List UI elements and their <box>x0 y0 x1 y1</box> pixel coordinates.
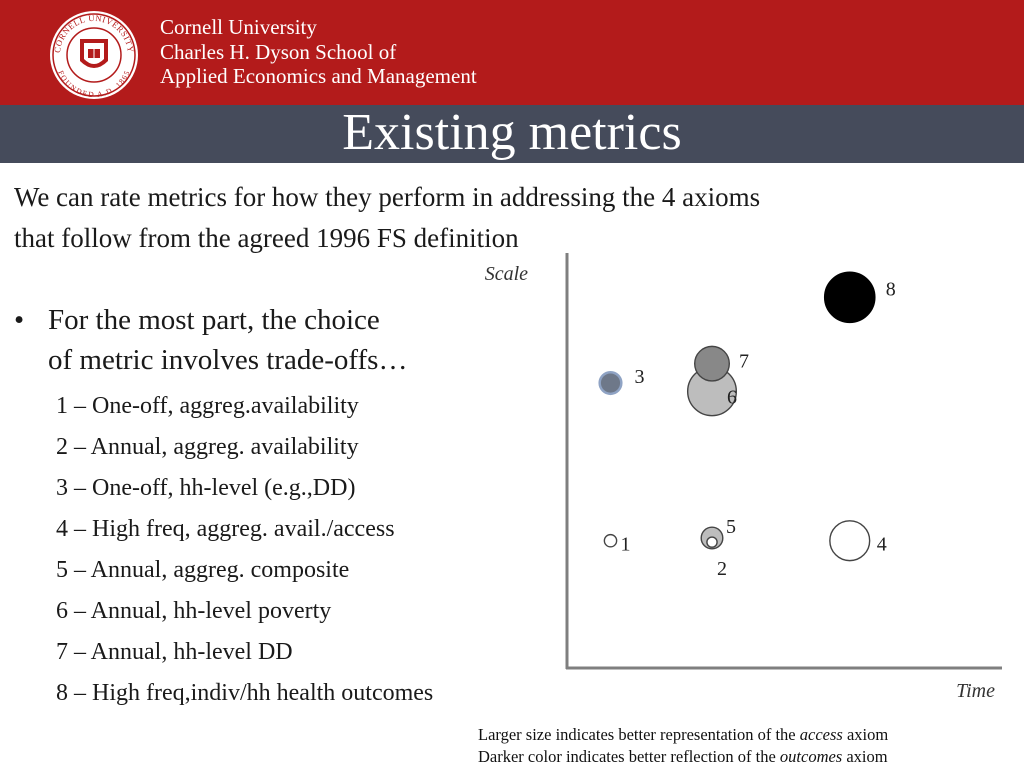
legend-footnote <box>478 724 888 768</box>
seal-text-top: CORNELL UNIVERSITY <box>51 12 137 54</box>
data-label-7: 7 <box>739 350 749 373</box>
list-item: 4 – High freq, aggreg. avail./access <box>56 516 395 542</box>
intro-line-2: that follow from the agreed 1996 FS definition <box>14 223 519 253</box>
x-axis-label: Time <box>956 680 995 702</box>
list-item: 5 – Annual, aggreg. composite <box>56 557 350 583</box>
y-axis-label: Scale <box>484 263 528 285</box>
metric-scatter-chart <box>460 250 1020 710</box>
data-label-6: 6 <box>727 386 737 409</box>
footnote-line-1-text: Larger size indicates better representation of the <box>478 725 800 744</box>
org-line-2: Charles H. Dyson School of <box>160 39 397 64</box>
data-point-3 <box>600 372 622 394</box>
footnote-line-2-emphasis: outcomes <box>779 747 843 766</box>
data-label-5: 5 <box>726 515 736 538</box>
data-points <box>600 272 896 580</box>
list-item: 8 – High freq,indiv/hh health outcomes <box>56 680 434 706</box>
data-label-8: 8 <box>885 278 896 301</box>
org-line-3: Applied Economics and Management <box>160 64 477 88</box>
data-label-2: 2 <box>717 558 727 581</box>
list-item: 7 – Annual, hh-level DD <box>56 639 293 665</box>
data-label-3: 3 <box>634 366 645 389</box>
data-label-4: 4 <box>876 533 887 556</box>
list-item: 6 – Annual, hh-level poverty <box>56 598 332 624</box>
bullet-line-2: of metric involves trade-offs… <box>48 344 408 376</box>
intro-line-1: We can rate metrics for how they perform in addressing the 4 axioms <box>14 182 761 212</box>
list-item: 3 – One-off, hh-level (e.g.,DD) <box>56 475 356 501</box>
header-bar <box>0 0 1024 105</box>
data-point-1 <box>604 535 616 547</box>
list-item: 2 – Annual, aggreg. availability <box>56 434 359 460</box>
data-point-7 <box>695 346 730 381</box>
bullet-line-1: For the most part, the choice <box>48 304 380 336</box>
org-line-1: Cornell University <box>160 15 317 39</box>
data-point-8 <box>825 272 875 322</box>
data-label-1: 1 <box>620 533 631 556</box>
org-name <box>160 15 477 89</box>
footnote-line-2-text: Darker color indicates better reflection of the <box>478 747 780 766</box>
data-point-2 <box>707 537 717 547</box>
data-point-4 <box>830 521 870 561</box>
footnote-line-1-tail: axiom <box>842 725 889 744</box>
intro-text <box>14 177 974 259</box>
bullet-point <box>14 300 407 380</box>
metric-list <box>56 386 433 714</box>
footnote-line-2-tail: axiom <box>842 747 888 766</box>
list-item: 1 – One-off, aggreg.availability <box>56 393 359 419</box>
cornell-seal-icon <box>48 9 140 101</box>
bullet-dot: • <box>14 304 25 336</box>
seal-text-bottom: FOUNDED A.D. 1865 <box>56 68 132 99</box>
footnote-line-1-emphasis: access <box>799 725 843 744</box>
slide-title: Existing metrics <box>342 104 682 161</box>
